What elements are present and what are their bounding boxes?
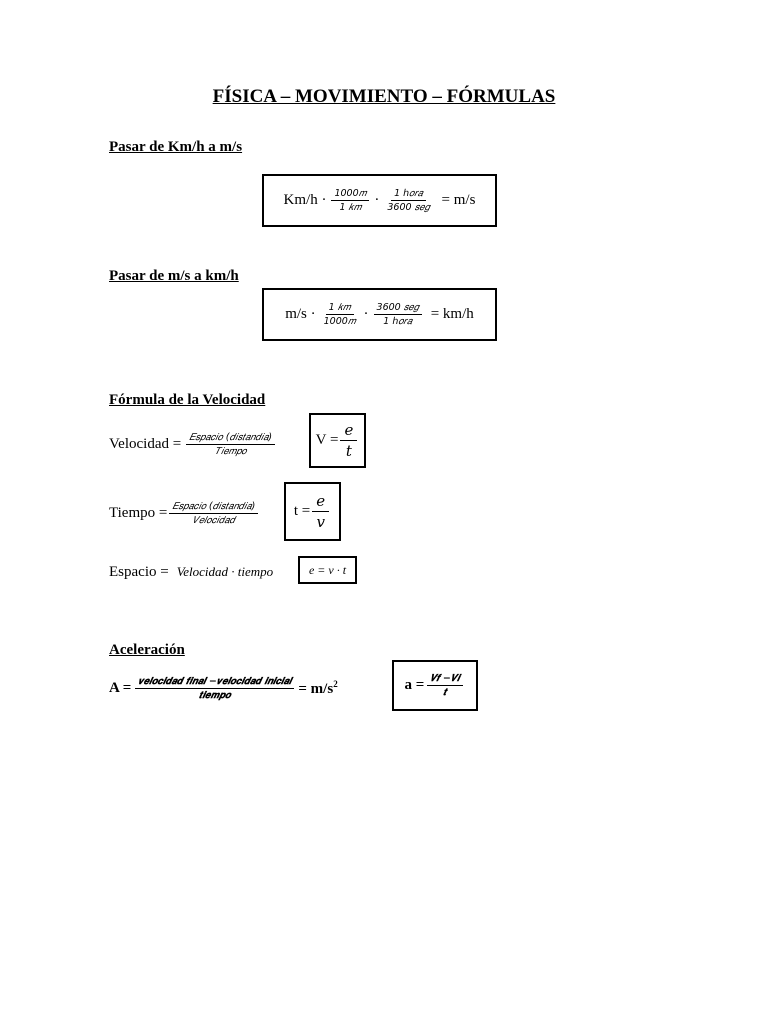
formula-box-t <box>284 482 341 541</box>
section-heading-velocidad: Fórmula de la Velocidad <box>109 392 266 408</box>
tiempo-label: Tiempo = <box>109 504 168 521</box>
fraction-1km-over-1000m <box>321 301 359 328</box>
unit-ms2 <box>298 679 337 698</box>
e-expression: e = v · t <box>308 562 347 577</box>
fraction-denominator: 1 ℎ𝑜𝑟𝑎 <box>383 316 412 327</box>
fraction-vf-vi-over-t <box>427 672 462 699</box>
fraction-numerator: 𝑽𝒇 −𝑽𝒊 <box>427 672 462 686</box>
velocidad-label: Velocidad = <box>109 435 182 452</box>
result-kmh: = km/h <box>430 306 474 322</box>
a-label: A = <box>109 679 132 696</box>
fraction-e-over-t <box>340 420 357 461</box>
formula-velocidad <box>109 428 280 460</box>
multiply-dot: · <box>363 306 369 322</box>
fraction-velocidad-over-tiempo <box>135 675 294 702</box>
v-label: V = <box>315 432 339 448</box>
fraction-numerator: 𝑒 <box>340 420 357 441</box>
a-box-label: a = <box>404 677 425 693</box>
unit-exponent: 2 <box>333 678 338 689</box>
fraction-numerator: 𝒗𝒆𝒍𝒐𝒄𝒊𝒅𝒂𝒅 𝒇𝒊𝒏𝒂𝒍 −𝒗𝒆𝒍𝒐𝒄𝒊𝒅𝒂𝒅 𝒊𝒏𝒊𝒄𝒊𝒂𝒍 <box>135 675 294 689</box>
fraction-denominator: 𝑡 <box>345 442 352 460</box>
result-ms: = m/s <box>441 192 476 208</box>
fraction-espacio-over-tiempo <box>186 431 275 458</box>
fraction-denominator: 1000𝑚 <box>323 316 356 327</box>
fraction-espacio-over-velocidad <box>169 500 258 527</box>
fraction-numerator: 3600 𝑠𝑒𝑔 <box>374 301 422 315</box>
fraction-numerator: 𝐸𝑠𝑝𝑎𝑐𝑖𝑜 (𝑑𝑖𝑠𝑡𝑎𝑛𝑑𝑖𝑎) <box>169 500 258 514</box>
unit-ms2-text: = m/s <box>298 680 334 697</box>
fraction-denominator: 3600 𝑠𝑒𝑔 <box>387 202 430 213</box>
formula-tiempo <box>109 497 260 529</box>
fraction-numerator: 1 ℎ𝑜𝑟𝑎 <box>391 187 426 201</box>
fraction-numerator: 𝑒 <box>312 491 329 512</box>
section-heading-ms-to-kmh: Pasar de m/s a km/h <box>109 268 239 284</box>
fraction-denominator: 𝒕 <box>443 687 447 698</box>
fraction-1000m-over-1km <box>331 187 369 214</box>
formula-espacio <box>109 562 273 582</box>
formula-box-a <box>392 660 478 711</box>
fraction-numerator: 𝐸𝑠𝑝𝑎𝑐𝑖𝑜 (𝑑𝑖𝑠𝑡𝑎𝑛𝑑𝑖𝑎) <box>186 431 275 445</box>
fraction-denominator: 𝒕𝒊𝒆𝒎𝒑𝒐 <box>199 689 231 701</box>
unit-ms: m/s · <box>285 306 316 322</box>
section-heading-kmh-to-ms: Pasar de Km/h a m/s <box>109 139 243 155</box>
formula-box-e <box>298 556 357 584</box>
espacio-expression: Velocidad · tiempo <box>176 564 274 579</box>
espacio-label: Espacio = <box>109 563 169 580</box>
fraction-numerator: 1000𝑚 <box>331 187 369 201</box>
fraction-1hora-over-3600seg <box>384 187 432 214</box>
unit-kmh: Km/h · <box>283 192 327 208</box>
formula-box-ms-to-kmh <box>262 288 497 341</box>
fraction-denominator: 𝑇𝑖𝑒𝑚𝑝𝑜 <box>214 445 247 457</box>
t-label: t = <box>293 503 311 519</box>
formula-box-kmh-to-ms <box>262 174 497 227</box>
fraction-e-over-v <box>312 491 329 532</box>
formula-box-v <box>309 413 366 468</box>
section-heading-aceleracion: Aceleración <box>109 642 185 658</box>
formula-aceleracion <box>109 672 338 704</box>
fraction-denominator: 𝑉𝑒𝑙𝑜𝑐𝑖𝑑𝑎𝑑 <box>192 514 235 526</box>
fraction-denominator: 𝑣 <box>316 513 325 531</box>
fraction-3600seg-over-1hora <box>374 301 422 328</box>
fraction-numerator: 1 𝑘𝑚 <box>326 301 354 315</box>
fraction-denominator: 1 𝑘𝑚 <box>339 202 362 213</box>
page-title: FÍSICA – MOVIMIENTO – FÓRMULAS <box>212 86 556 107</box>
multiply-dot: · <box>374 192 380 208</box>
